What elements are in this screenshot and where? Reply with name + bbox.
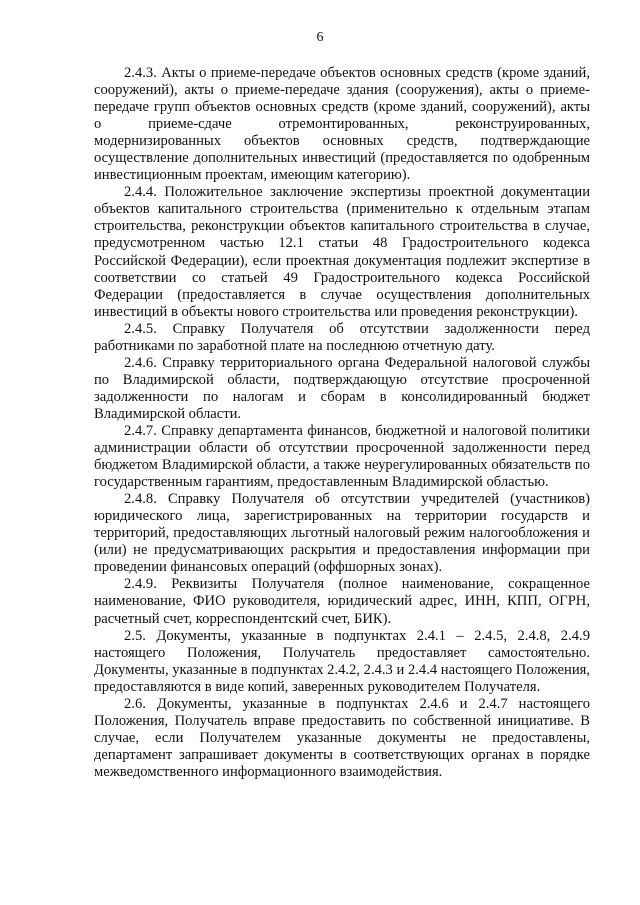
paragraph-2-4-3: 2.4.3. Акты о приеме-передаче объектов основных средств (кроме зданий, сооружений), акты о приеме-передаче здания (сооружения), акты о приеме-передаче групп объектов основных средств (кроме зданий, сооружений), акты о приеме-сдаче отремонтированных, реконструированных, модернизированных объектов основных средств, подтверждающие осуществление дополнительных инвестиций (предоставляется по одобренным инвестиционным проектам, имеющим категорию).	[94, 65, 590, 184]
paragraph-2-4-7: 2.4.7. Справку департамента финансов, бюджетной и налоговой политики администрации области об отсутствии просроченной задолженности перед бюджетом Владимирской области, а также неурегулированных обязательств по государственным гарантиям, предоставленным Владимирской областью.	[94, 422, 590, 491]
paragraph-2-4-5: 2.4.5. Справку Получателя об отсутствии задолженности перед работниками по заработной плате на последнюю отчетную дату.	[94, 320, 590, 354]
paragraph-2-4-6: 2.4.6. Справку территориального органа Федеральной налоговой службы по Владимирской области, подтверждающую отсутствие просроченной задолженности по налогам и сборам в консолидированный бюджет Владимирской области.	[94, 354, 590, 422]
document-body	[94, 65, 590, 781]
paragraph-2-4-9: 2.4.9. Реквизиты Получателя (полное наименование, сокращенное наименование, ФИО руководителя, юридический адрес, ИНН, КПП, ОГРН, расчетный счет, корреспондентский счет, БИК).	[94, 576, 590, 627]
paragraph-2-5: 2.5. Документы, указанные в подпунктах 2.4.1 – 2.4.5, 2.4.8, 2.4.9 настоящего Положения, Получатель предоставляет самостоятельно. Документы, указанные в подпунктах 2.4.2, 2.4.3 и 2.4.4 настоящего Положения, предоставляются в виде копий, заверенных руководителем Получателя.	[94, 627, 590, 695]
paragraph-2-4-4: 2.4.4. Положительное заключение экспертизы проектной документации объектов капитального строительства (применительно к отдельным этапам строительства, реконструкции объектов капитального строительства в случае, предусмотренном частью 12.1 статьи 48 Градостроительного кодекса Российской Федерации), если проектная документация подлежит экспертизе в соответствии со статьей 49 Градостроительного кодекса Российской Федерации (предоставляется в случае осуществления дополнительных инвестиций в объекты нового строительства или проведения реконструкции).	[94, 184, 590, 320]
paragraph-2-4-8: 2.4.8. Справку Получателя об отсутствии учредителей (участников) юридического лица, зарегистрированных на территории государств и территорий, предоставляющих льготный налоговый режим налогообложения и (или) не предусматривающих раскрытия и предоставления информации при проведении финансовых операций (оффшорных зонах).	[94, 491, 590, 576]
paragraph-2-6: 2.6. Документы, указанные в подпунктах 2.4.6 и 2.4.7 настоящего Положения, Получатель вправе предоставить по собственной инициативе. В случае, если Получателем указанные документы не предоставлены, департамент запрашивает документы в соответствующих органах в порядке межведомственного информационного взаимодействия.	[94, 695, 590, 780]
page-number: 6	[316, 30, 324, 45]
